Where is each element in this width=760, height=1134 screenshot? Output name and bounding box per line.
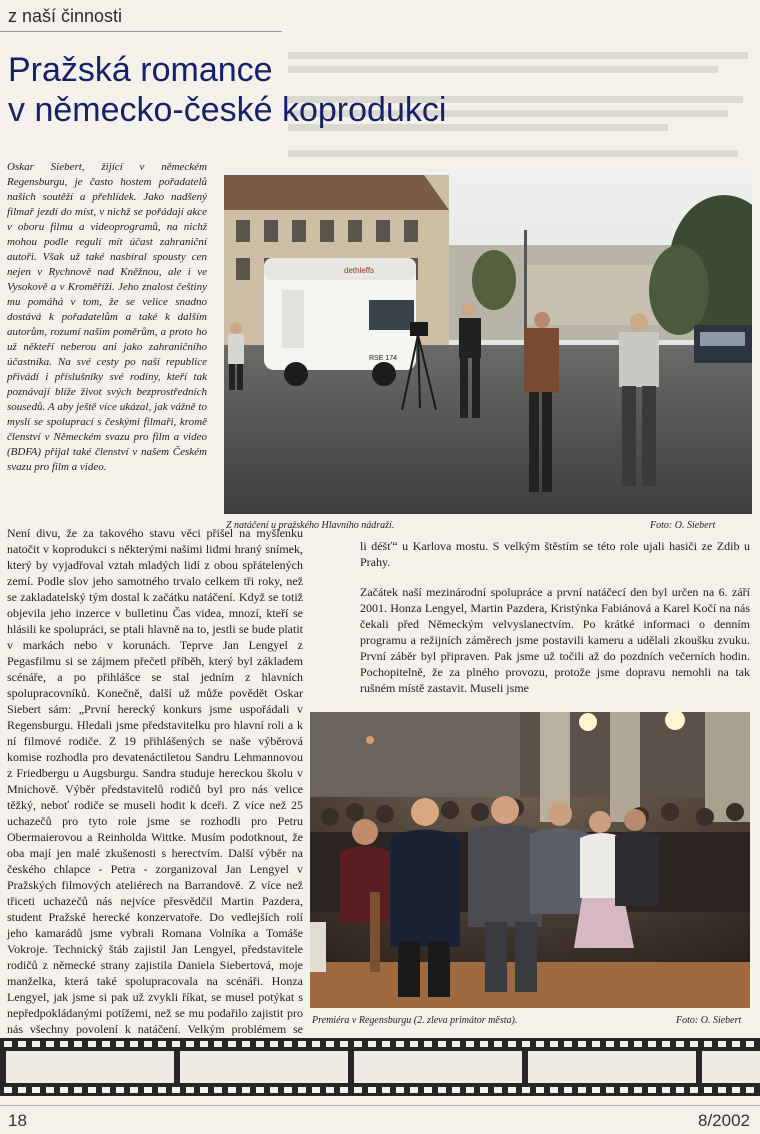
section-label: z naší činnosti [8, 6, 123, 26]
filmstrip-decoration [0, 1038, 760, 1096]
title-line-1: Pražská romance [8, 51, 273, 89]
van-plate-text: RSE 174 [369, 355, 398, 362]
article-intro: Oskar Siebert, žijící v německém Regensburgu, je často hostem pořadatelů našich soutěží a přehlídek. Jako nadšený filmař jezdí do míst, v nichž se pořádají akce v oboru filmu a videoprogramů, na nichž mohou podle regulí mít účast zahraniční autoři. Však už také nasbíral spousty cen nejen v Rychnově nad Kněžnou, ale i ve Vysokově a v Kroměříži. Jeho znalost češtiny mu pomáhá v tom, že se velice snadno dostává k pořadatelům a také k dalším autorům, rozumí našim poměrům, a proto ho už někteří neberou ani jako zahraničního účastníka. Na své cesty po naší republice přivádí i příslušníky své rodiny, kteří tak poznávají blíže život svých bezprostředních sousedů. A aby ještě více ukázal, jak vážně to myslí se spoluprací s českými filmaři, kromě členství v Německém svazu pro film a video (BDFA) přijal také členství v našem Českém svazu pro film a video. [7, 161, 207, 473]
issue-number: 8/2002 [698, 1111, 750, 1130]
body-right-paragraph-2: Začátek naší mezinárodní spolupráce a první natáčecí den byl určen na 6. září 2001. Honza Lengyel, Martin Pazdera, Kristýnka Fabiánová a Karel Kočí na nás čekali před Německým velvyslanectvím. Po krátké informaci o denním programu a režijních záměrech jsme postavili kameru a udělali zkoušku zvuku. První záběr byl připraven. Pak jsme už točili až do pozdních večerních hodin. Pochopitelně, že za plného provozu, protože jsme dopravu nemohli na tak rušném místě zastavit. Museli jsme [360, 585, 750, 695]
photo1-image [224, 170, 752, 514]
article-title [8, 50, 446, 130]
photo1-caption: Z natáčení u pražského Hlavního nádraží. [226, 520, 395, 531]
page-number: 18 [8, 1111, 27, 1130]
filmstrip-holes-bottom [0, 1087, 760, 1093]
filmstrip-holes-top [0, 1041, 760, 1047]
body-right-paragraph-1: li déšť“ u Karlova mostu. S velkým štěstím se této role ujali hasiči ze Zdib u Prahy. [360, 539, 750, 569]
title-line-2: v německo-české koprodukci [8, 91, 447, 129]
article-body-right [360, 538, 750, 718]
photo2-image [310, 712, 750, 1008]
filmstrip-frames [0, 1051, 760, 1083]
footer-rule [0, 1105, 760, 1106]
header-rule [0, 31, 282, 32]
bleed-line [288, 150, 738, 157]
photo2-caption: Premiéra v Regensburgu (2. zleva primátor města). [312, 1015, 518, 1026]
photo-premiere-regensburg [310, 712, 750, 1008]
photo2-credit: Foto: O. Siebert [676, 1015, 742, 1026]
photo-filming-main-station [224, 170, 752, 514]
van-brand-text: dethleffs [344, 266, 375, 275]
photo1-credit: Foto: O. Siebert [650, 520, 716, 531]
article-body-left: Není divu, že za takového stavu věci přišel na myšlenku natočit v koprodukci s některými našimi lidmi hraný snímek, který by vyjadřoval vztah mladých lidí z obou spřátelených zemí. Podle slov jeho samotného trvalo celkem tři roky, než se zakladatelský tým dostal k začátku natáčení. Když se totiž objevila jeho inzerce v bulletinu Čas videa, mnozí, kteří se hlásili ke spolupráci, se ptali hlavně na to, jestli se bude platit v markách nebo v korunách. Teprve Jan Lengyel z Pegasfilmu si se zájmem přečetl příběh, který byl základem scénáře, a po přihlášce se stal jedním z hlavních spolupracovníků. Konečně, další už může povědět Oskar Siebert sám: „První herecký konkurs jsme uspořádali v Regensburgu. Hledali jsme představitelku pro hlavní roli a k ní filmové rodiče. Z 19 přihlášených se naše výběrová komise rozhodla pro devatenáctiletou Sandru Lehmannovou z Friedbergu u Augsburgu. Sandra studuje hereckou školu v Mnichově. Výběr představitelů rodičů byl pro nás velice těžký, neboť rodiče se museli hodit k dceři. Z více než 25 uchazečů pro tyto role jsme se rozhodli pro Petru Obermaierovou a Reinholda Wittke. Musím podotknout, že oba mají jen malé zkušenosti s herectvím. Další výběr na českého chlapce - Petra - zorganizoval Jan Lengyel v Pražských filmových ateliérech na Barrandově. Z více než třiceti uchazečů nás nejvíce přesvědčil Martin Pazdera, student Pražské herecké konzervatoře. Do vedlejších rolí jeho kamarádů jsme vybrali Romana Volníka a Tomáše Vokroje. Technický štáb zajistil Jan Lengyel, představitele rodičů z německé strany zajistila Daniela Siebertová, moje manželka, která také spolupracovala na scénáři. Honza Lengyel, jak jsme si pak už zvykli říkat, se musel potýkat s nepředpokládanými potížemi, než se mu podařilo zajistit pro nás všechny povolení k natáčení. Velkým problémem se [7, 526, 303, 1036]
